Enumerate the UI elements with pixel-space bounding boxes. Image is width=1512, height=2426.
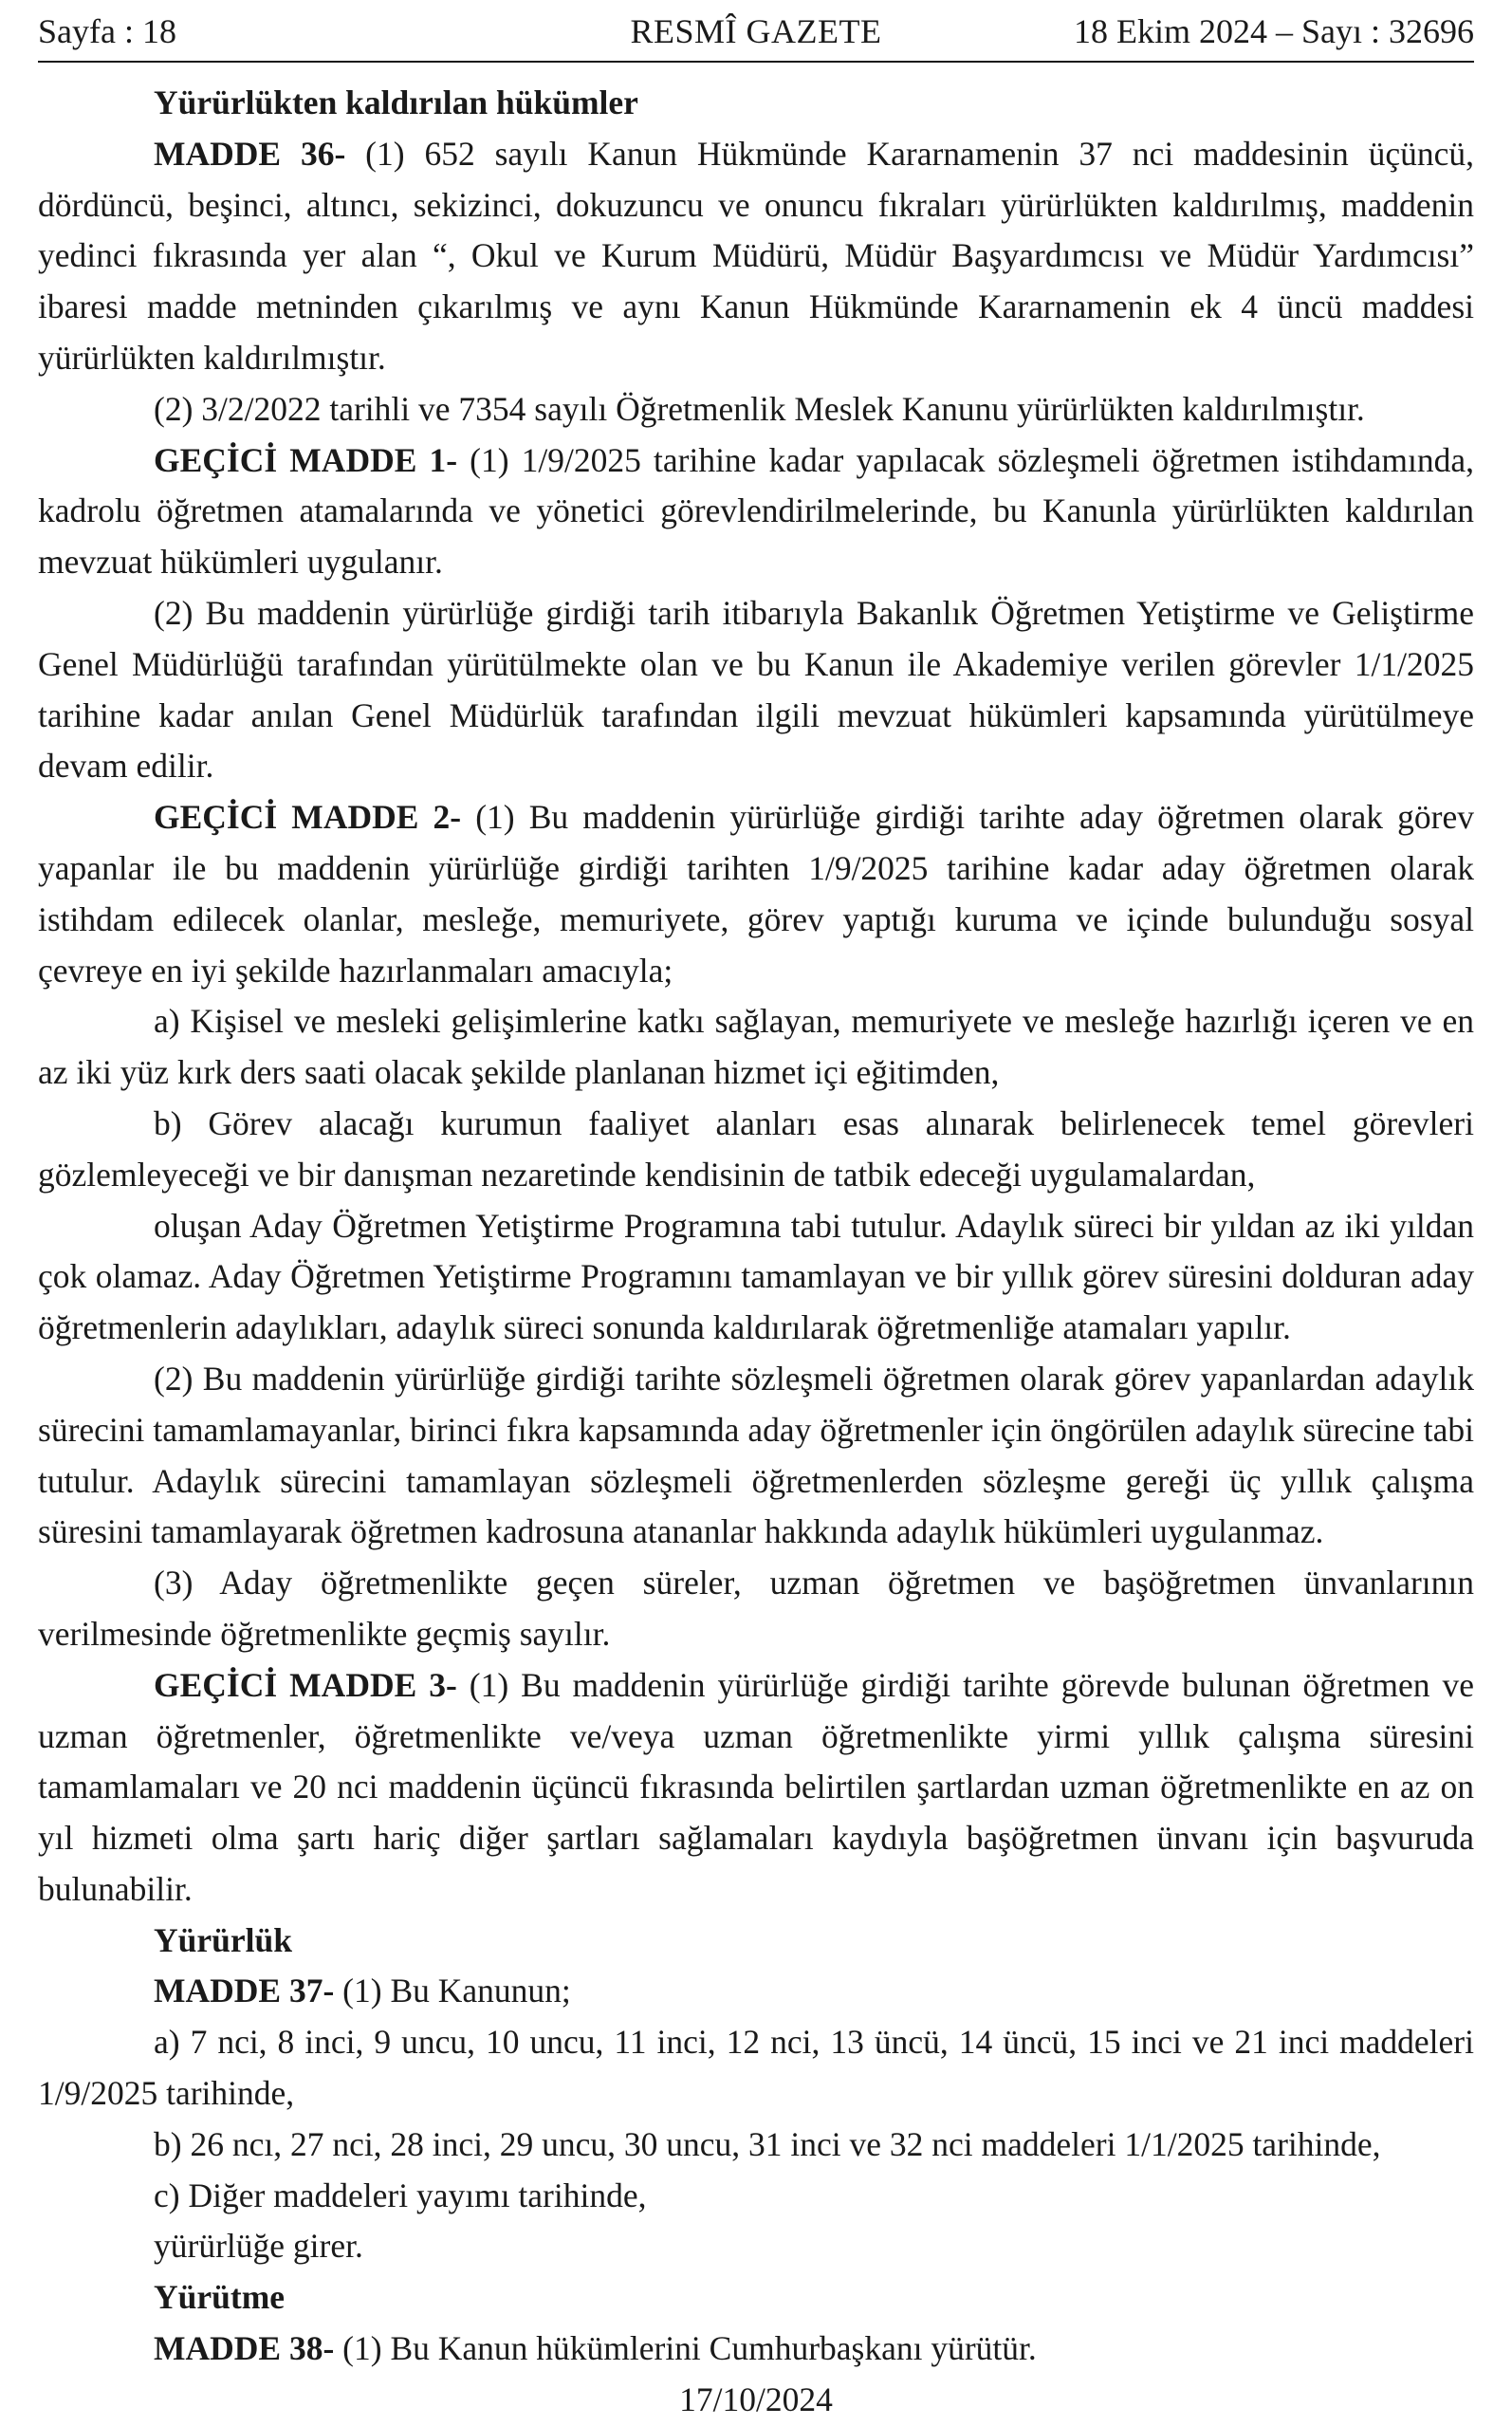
article-37-para-1	[38, 1966, 1474, 2017]
article-37-text-1: (1) Bu Kanunun;	[334, 1972, 571, 2010]
provisional-2-para-1	[38, 792, 1474, 996]
article-36-para-2: (2) 3/2/2022 tarihli ve 7354 sayılı Öğretmenlik Meslek Kanunu yürürlükten kaldırılmıştır.	[154, 389, 1365, 428]
provisional-2-text-1: (1) Bu maddenin yürürlüğe girdiği tarihte aday öğretmen olarak görev yapanlar ile bu maddenin yürürlüğe girdiği tarihten 1/9/2025 tarihine kadar aday öğretmen olarak istihdam edilecek olanlar, mesleğe, memuriyete, görev yaptığı kuruma ve içinde bulunduğu sosyal çevreye en iyi şekilde hazırlanmaları amacıyla;	[38, 798, 1474, 990]
provisional-1-text-1: (1) 1/9/2025 tarihine kadar yapılacak sözleşmeli öğretmen istihdamında, kadrolu öğretmen atamalarında ve yönetici görevlendirilmelerinde, bu Kanunla yürürlükten kaldırılan mevzuat hükümleri uygulanır.	[38, 440, 1474, 582]
issue-info: 18 Ekim 2024 – Sayı : 32696	[1074, 12, 1474, 50]
provisional-3-label: GEÇİCİ MADDE 3-	[154, 1665, 457, 1704]
enactment-date: 17/10/2024	[679, 2380, 833, 2418]
heading-effective: Yürürlük	[154, 1920, 292, 1959]
article-38-label: MADDE 38-	[154, 2329, 335, 2368]
article-38-text-1: (1) Bu Kanun hükümlerini Cumhurbaşkanı yürütür.	[334, 2329, 1037, 2368]
provisional-2-item-a: a) Kişisel ve mesleki gelişimlerine katkı sağlayan, memuriyete ve mesleğe hazırlığı içeren ve en az iki yüz kırk ders saati olacak şekilde planlanan hizmet içi eğitimden,	[38, 1002, 1474, 1092]
provisional-2-para-3: (3) Aday öğretmenlikte geçen süreler, uzman öğretmen ve başöğretmen ünvanlarının verilmesinde öğretmenlikte geçmiş sayılır.	[38, 1564, 1474, 1653]
article-37-item-a: a) 7 nci, 8 inci, 9 uncu, 10 uncu, 11 inci, 12 nci, 13 üncü, 14 üncü, 15 inci ve 21 inci maddeleri 1/9/2025 tarihinde,	[38, 2023, 1474, 2113]
provisional-2-para-2: (2) Bu maddenin yürürlüğe girdiği tarihte sözleşmeli öğretmen olarak görev yapanlardan adaylık sürecini tamamlamayanlar, birinci fıkra kapsamında aday öğretmenler için öngörülen adaylık sürecine tabi tutulur. Adaylık sürecini tamamlayan sözleşmeli öğretmenlerden sözleşme gereği üç yıllık çalışma süresini tamamlayarak öğretmen kadrosuna atananlar hakkında adaylık hükümleri uygulanmaz.	[38, 1359, 1474, 1551]
gazette-title: RESMÎ GAZETE	[630, 12, 882, 50]
heading-execution: Yürütme	[154, 2278, 286, 2317]
article-37-item-c: c) Diğer maddeleri yayımı tarihinde,	[154, 2176, 647, 2214]
heading-repealed: Yürürlükten kaldırılan hükümler	[154, 83, 638, 121]
article-36-label: MADDE 36-	[154, 134, 346, 173]
article-36-para-1	[38, 129, 1474, 384]
article-37-label: MADDE 37-	[154, 1972, 335, 2010]
article-37-item-b: b) 26 ncı, 27 nci, 28 inci, 29 uncu, 30 uncu, 31 inci ve 32 nci maddeleri 1/1/2025 tarihinde,	[154, 2124, 1381, 2163]
article-37-closing: yürürlüğe girer.	[154, 2227, 363, 2266]
provisional-2-item-b: b) Görev alacağı kurumun faaliyet alanları esas alınarak belirlenecek temel görevleri gözlemleyeceği ve bir danışman nezaretinde kendisinin de tatbik edeceği uygulamalardan,	[38, 1103, 1474, 1194]
provisional-2-continuation: oluşan Aday Öğretmen Yetiştirme Programına tabi tutulur. Adaylık süreci bir yıldan az iki yıldan çok olamaz. Aday Öğretmen Yetiştirme Programını tamamlayan ve bir yıllık görev süresini dolduran aday öğretmenlerin adaylıkları, adaylık süreci sonunda kaldırılarak öğretmenliğe atamaları yapılır.	[38, 1206, 1474, 1347]
document-body	[38, 78, 1474, 2426]
provisional-3-para-1	[38, 1660, 1474, 1916]
provisional-3-text-1: (1) Bu maddenin yürürlüğe girdiği tarihte görevde bulunan öğretmen ve uzman öğretmenler, öğretmenlikte ve/veya uzman öğretmenlikte yirmi yıllık çalışma süresini tamamlamaları ve 20 nci maddenin üçüncü fıkrasında belirtilen şartlardan uzman öğretmenlikte en az on yıl hizmeti olma şartı hariç diğer şartları sağlamaları kaydıyla başöğretmen ünvanı için başvuruda bulunabilir.	[38, 1665, 1474, 1908]
page-header	[38, 8, 1474, 55]
article-36-text-1: (1) 652 sayılı Kanun Hükmünde Kararnamenin 37 nci maddesinin üçüncü, dördüncü, beşinci, altıncı, sekizinci, dokuzuncu ve onuncu fıkraları yürürlükten kaldırılmış, maddenin yedinci fıkrasında yer alan “, Okul ve Kurum Müdürü, Müdür Başyardımcısı ve Müdür Yardımcısı” ibaresi madde metninden çıkarılmış ve aynı Kanun Hükmünde Kararnamenin ek 4 üncü maddesi yürürlükten kaldırılmıştır.	[38, 134, 1474, 377]
provisional-2-label: GEÇİCİ MADDE 2-	[154, 798, 462, 837]
header-rule	[38, 61, 1474, 63]
provisional-1-para-2: (2) Bu maddenin yürürlüğe girdiği tarih itibarıyla Bakanlık Öğretmen Yetiştirme ve Geliştirme Genel Müdürlüğü tarafından yürütülmekte olan ve bu Kanun ile Akademiye verilen görevler 1/1/2025 tarihine kadar anılan Genel Müdürlük tarafından ilgili mevzuat hükümleri kapsamında yürütülmeye devam edilir.	[38, 593, 1474, 786]
provisional-1-label: GEÇİCİ MADDE 1-	[154, 440, 458, 479]
provisional-1-para-1	[38, 435, 1474, 588]
page-number: Sayfa : 18	[38, 12, 176, 50]
article-38-para-1	[38, 2324, 1474, 2375]
